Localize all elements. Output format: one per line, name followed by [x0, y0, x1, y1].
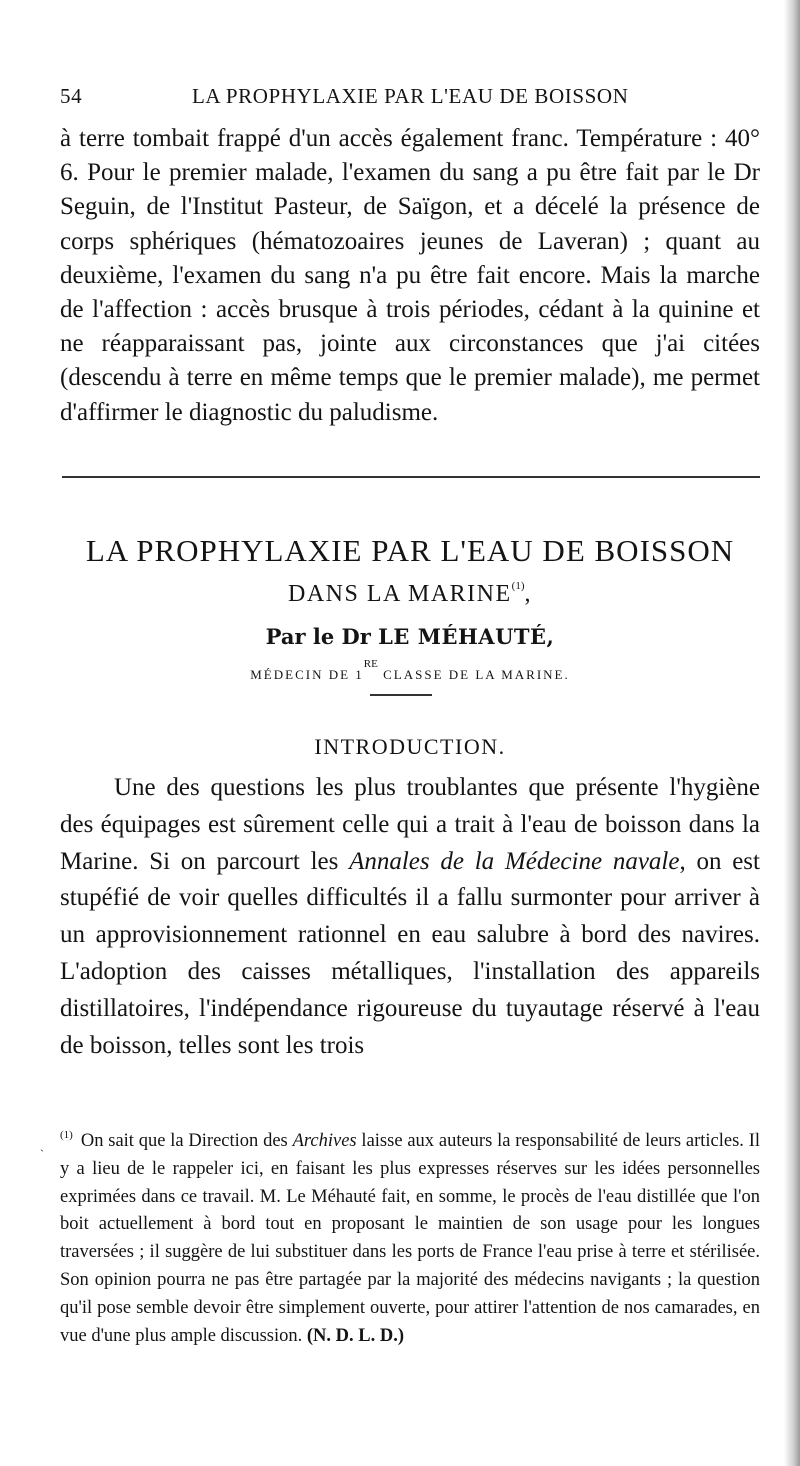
footnote-reference: (1) — [511, 580, 525, 592]
role-superscript: RE — [363, 658, 378, 670]
article-subtitle: DANS LA MARINE$^{(1)}$, — [287, 580, 532, 607]
continued-paragraph: à terre tombait frappé d'un accès également franc. Température : 40° 6. Pour le premier malade, l'examen du sang a pu être fait par le Dr Seguin, de l'Institut Pasteur, de Saïgon, et a décelé la présence de corps sphériques (hématozoaires jeunes de Laveran) ; quant au deuxième, l'examen du sang n'a pu être fait encore. Mais la marche de l'affection : accès brusque à trois périodes, cédant à la quinine et ne réapparaissant pas, jointe aux circonstances que j'ai citées (descendu à terre en même temps que le premier malade), me permet d'affirmer le diagnostic du paludisme. — [60, 125, 760, 426]
role-text-after: CLASSE DE LA MARINE. — [377, 667, 570, 682]
author-title: Dr — [341, 624, 371, 649]
footnote-text-rest: laisse aux auteurs la responsabilité de leurs articles. Il y a lieu de le rappeler ici, en faisant les plus expresses réserves sur les idées personnelles exprimées dans ce travail. M. Le Méhauté fait, en somme, le procès de l'eau distillée que l'on boit actuellement à bord tout en proposant le maintien de son usage pour les longues traversées ; il suggère de lui substituer dans les ports de France l'eau prise à terre et stérilisée. Son opinion pourra ne pas être partagée par la majorité des médecins navigants ; la question qu'il pose semble devoir être simplement ouverte, pour attirer l'attention de nos camarades, en vue d'une plus ample discussion. — [60, 1131, 760, 1346]
short-rule — [370, 694, 432, 696]
running-head — [60, 78, 750, 112]
section-divider-rule — [62, 476, 760, 478]
footnote-marker: (1) — [60, 1129, 73, 1141]
archives-title: Archives — [292, 1131, 357, 1151]
author-line — [60, 624, 760, 649]
subtitle-text: DANS LA MARINE — [287, 581, 512, 607]
running-title: LA PROPHYLAXIE PAR L'EAU DE BOISSON — [192, 84, 629, 108]
author-name: LE MÉHAUTÉ, — [378, 624, 555, 649]
section-heading: INTRODUCTION. — [314, 734, 506, 759]
margin-mark: ` — [40, 1147, 44, 1161]
footnote-text-start: On sait que la Direction des — [80, 1131, 293, 1151]
page-number: 54 — [60, 84, 83, 108]
footnote-signature: (N. D. L. D.) — [306, 1325, 405, 1346]
journal-title: Annales de la Médecine navale — [349, 847, 680, 875]
page-edge-shadow — [784, 0, 800, 1466]
author-prefix: Par le — [265, 624, 335, 649]
role-text-before: MÉDECIN DE 1 — [250, 667, 364, 682]
article-title: LA PROPHYLAXIE PAR L'EAU DE BOISSON — [85, 533, 735, 568]
introduction-paragraph — [60, 770, 760, 1064]
intro-text-rest: , on est stupéfié de voir quelles difficultés il a fallu surmonter pour arriver à un approvisionnement rationnel en eau salubre à bord des navires. L'adoption des caisses métalliques, l'installation des appareils distillatoires, l'indépendance rigoureuse du tuyautage réservé à l'eau de boisson, telles sont les trois — [60, 847, 760, 1059]
footnote — [60, 1122, 760, 1350]
intro-text-start: Une des questions les plus troublantes que présente l'hygiène des équipages est sûrement celle qui a trait à l'eau de boisson dans la Marine. Si on parcourt les — [60, 774, 760, 875]
author-role — [60, 658, 760, 683]
